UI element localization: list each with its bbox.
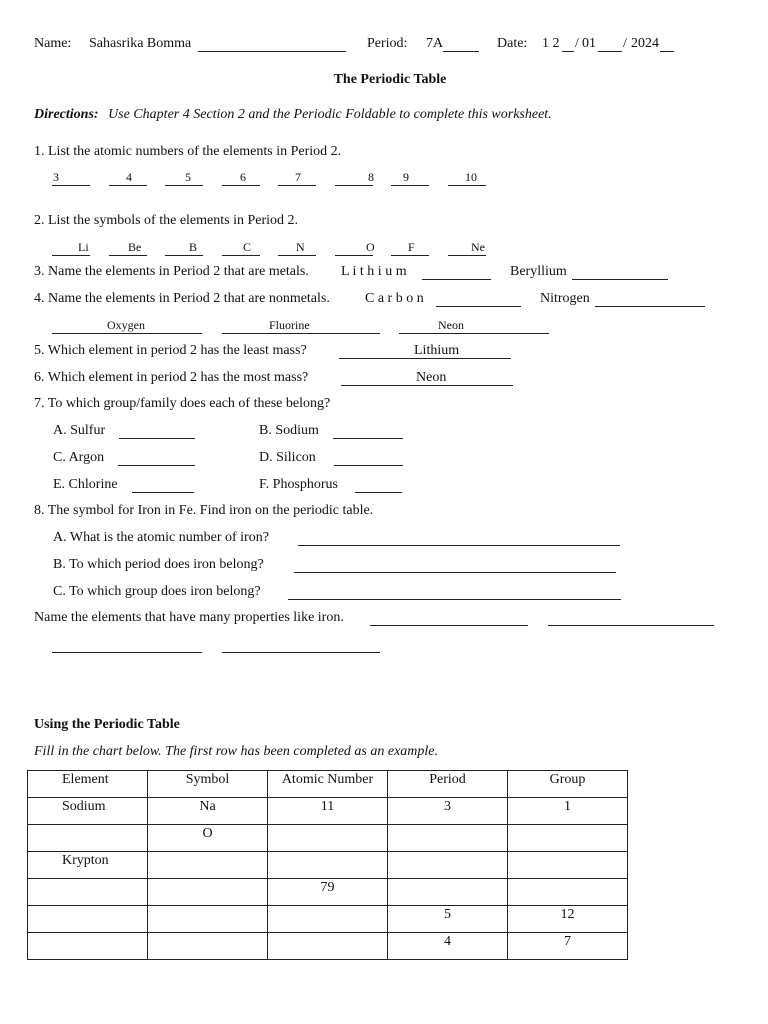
q2-line-1: [52, 255, 90, 256]
period-value[interactable]: 7A: [426, 36, 444, 51]
q2-answer-6[interactable]: O: [366, 240, 375, 254]
section-instructions: [34, 744, 438, 760]
question-1: 1. List the atomic numbers of the elements in Period 2.: [34, 144, 342, 159]
q2-answer-5[interactable]: N: [296, 240, 305, 254]
q9-line-4[interactable]: [222, 652, 380, 653]
cell-symbol[interactable]: [148, 879, 268, 906]
cell-symbol[interactable]: O: [148, 825, 268, 852]
q1-answer-2[interactable]: 4: [126, 170, 132, 184]
q1-line-1: [52, 185, 90, 186]
q2-answer-7[interactable]: F: [408, 240, 415, 254]
q4-answer-3[interactable]: Oxygen: [107, 318, 145, 332]
cell-period[interactable]: [388, 879, 508, 906]
q1-answer-7[interactable]: 9: [403, 170, 409, 184]
table-row: [28, 879, 628, 906]
q8-c-line[interactable]: [288, 599, 621, 600]
q7-f-line[interactable]: [355, 492, 402, 493]
date-day[interactable]: 01: [582, 36, 596, 51]
q7-c-line[interactable]: [118, 465, 195, 466]
q3-line-1: [422, 279, 491, 280]
q4-answer-2[interactable]: Nitrogen: [540, 291, 590, 306]
cell-group[interactable]: 7: [508, 933, 628, 960]
cell-period[interactable]: 4: [388, 933, 508, 960]
q4-line-4: [222, 333, 380, 334]
cell-group[interactable]: 1: [508, 798, 628, 825]
question-5: 5. Which element in period 2 has the least mass?: [34, 343, 307, 358]
q7-b-line[interactable]: [333, 438, 403, 439]
q4-answer-1[interactable]: C a r b o n: [365, 291, 424, 306]
chart-header-row: [28, 771, 628, 798]
q5-line: [339, 358, 511, 359]
q8-c: C. To which group does iron belong?: [53, 584, 261, 599]
table-row: [28, 852, 628, 879]
date-month-line: [562, 51, 574, 52]
page-title: The Periodic Table: [333, 72, 447, 87]
period-label: Period:: [367, 36, 408, 51]
q2-line-5: [278, 255, 316, 256]
q9-line-2[interactable]: [548, 625, 714, 626]
question-4: 4. Name the elements in Period 2 that are nonmetals.: [34, 291, 330, 306]
cell-group[interactable]: [508, 825, 628, 852]
cell-period[interactable]: [388, 825, 508, 852]
q1-line-5: [278, 185, 316, 186]
cell-symbol[interactable]: Na: [148, 798, 268, 825]
q4-line-2: [595, 306, 705, 307]
q2-answer-3[interactable]: B: [189, 240, 198, 254]
directions: [34, 107, 552, 123]
q1-line-7: [391, 185, 429, 186]
cell-atomic-number[interactable]: [268, 906, 388, 933]
section-instructions-text: Fill in the chart below. The first row has been completed as an example.: [34, 744, 438, 759]
cell-element[interactable]: [28, 879, 148, 906]
q7-b: B. Sodium: [259, 423, 319, 438]
date-day-line: [598, 51, 622, 52]
cell-element[interactable]: Sodium: [28, 798, 148, 825]
header-atomic-number: Atomic Number: [268, 771, 388, 798]
date-year-line: [660, 51, 674, 52]
cell-period[interactable]: 5: [388, 906, 508, 933]
cell-atomic-number[interactable]: [268, 825, 388, 852]
q7-d-line[interactable]: [334, 465, 403, 466]
date-sep2: /: [623, 36, 627, 51]
cell-element[interactable]: [28, 933, 148, 960]
q8-b: B. To which period does iron belong?: [53, 557, 264, 572]
cell-atomic-number[interactable]: [268, 852, 388, 879]
q2-line-8: [448, 255, 486, 256]
date-year[interactable]: 2024: [631, 36, 659, 51]
q3-line-2: [572, 279, 668, 280]
q5-answer[interactable]: Lithium: [414, 343, 460, 358]
date-month[interactable]: 1 2: [542, 36, 560, 51]
q4-line-5: [399, 333, 549, 334]
cell-period[interactable]: [388, 852, 508, 879]
q8-a: A. What is the atomic number of iron?: [53, 530, 269, 545]
question-7: 7. To which group/family does each of these belong?: [34, 396, 331, 411]
q1-line-4: [222, 185, 260, 186]
name-value[interactable]: Sahasrika Bomma: [89, 36, 192, 51]
q1-answer-6[interactable]: 8: [368, 170, 374, 184]
name-label: Name:: [34, 36, 72, 51]
q2-answer-4[interactable]: C: [243, 240, 252, 254]
q9-line-1[interactable]: [370, 625, 528, 626]
cell-symbol[interactable]: [148, 852, 268, 879]
cell-atomic-number[interactable]: [268, 933, 388, 960]
cell-element[interactable]: [28, 906, 148, 933]
question-8: 8. The symbol for Iron in Fe. Find iron on the periodic table.: [34, 503, 374, 518]
q7-f: F. Phosphorus: [259, 477, 339, 492]
q2-answer-8[interactable]: Ne: [471, 240, 485, 254]
q7-e: E. Chlorine: [53, 477, 118, 492]
cell-symbol[interactable]: [148, 933, 268, 960]
q4-line-1: [436, 306, 521, 307]
q1-answer-5[interactable]: 7: [295, 170, 301, 184]
q1-line-6: [335, 185, 373, 186]
cell-group[interactable]: [508, 879, 628, 906]
cell-element[interactable]: [28, 825, 148, 852]
table-row: [28, 825, 628, 852]
header-symbol: Symbol: [148, 771, 268, 798]
table-row: [28, 798, 628, 825]
q3-answer-2[interactable]: Beryllium: [510, 264, 567, 279]
cell-group[interactable]: [508, 852, 628, 879]
q1-answer-3[interactable]: 5: [185, 170, 191, 184]
header-element: Element: [28, 771, 148, 798]
q1-line-8: [448, 185, 486, 186]
q1-answer-8[interactable]: 10: [465, 170, 477, 184]
cell-period[interactable]: 3: [388, 798, 508, 825]
cell-symbol[interactable]: [148, 906, 268, 933]
q3-answer-1[interactable]: L i t h i u m: [341, 264, 407, 279]
table-row: [28, 933, 628, 960]
question-2: 2. List the symbols of the elements in Period 2.: [34, 213, 299, 228]
q4-answer-5[interactable]: Neon: [438, 318, 464, 332]
q2-line-6: [335, 255, 373, 256]
cell-group[interactable]: 12: [508, 906, 628, 933]
q7-a-line[interactable]: [119, 438, 195, 439]
header-period: Period: [388, 771, 508, 798]
q2-line-4: [222, 255, 260, 256]
element-chart: [27, 770, 628, 960]
q1-line-2: [109, 185, 147, 186]
question-9: Name the elements that have many properties like iron.: [34, 610, 344, 625]
header-group: Group: [508, 771, 628, 798]
date-label: Date:: [497, 36, 528, 51]
cell-atomic-number[interactable]: 11: [268, 798, 388, 825]
directions-text: Use Chapter 4 Section 2 and the Periodic Foldable to complete this worksheet.: [108, 107, 552, 122]
q7-d: D. Silicon: [259, 450, 316, 465]
q2-line-3: [165, 255, 203, 256]
table-row: [28, 906, 628, 933]
question-6: 6. Which element in period 2 has the most mass?: [34, 370, 309, 385]
q1-answer-1[interactable]: 3: [53, 170, 59, 184]
q2-line-2: [109, 255, 147, 256]
q1-line-3: [165, 185, 203, 186]
cell-atomic-number[interactable]: 79: [268, 879, 388, 906]
q2-line-7: [391, 255, 429, 256]
q7-a: A. Sulfur: [53, 423, 106, 438]
q4-answer-4[interactable]: Fluorine: [269, 318, 310, 332]
question-3: 3. Name the elements in Period 2 that are metals.: [34, 264, 309, 279]
q8-a-line[interactable]: [298, 545, 620, 546]
q7-c: C. Argon: [53, 450, 105, 465]
q2-answer-1[interactable]: Li: [78, 240, 89, 254]
q8-b-line[interactable]: [294, 572, 616, 573]
section-title: Using the Periodic Table: [34, 717, 180, 732]
q7-e-line[interactable]: [132, 492, 194, 493]
q6-line: [341, 385, 513, 386]
q1-answer-4[interactable]: 6: [240, 170, 246, 184]
q4-line-3: [52, 333, 202, 334]
date-sep1: /: [575, 36, 579, 51]
period-line: [443, 51, 479, 52]
cell-element[interactable]: Krypton: [28, 852, 148, 879]
q9-line-3[interactable]: [52, 652, 202, 653]
directions-label: Directions:: [34, 107, 99, 122]
name-line: [198, 51, 346, 52]
q2-answer-2[interactable]: Be: [128, 240, 142, 254]
q6-answer[interactable]: Neon: [416, 370, 447, 385]
